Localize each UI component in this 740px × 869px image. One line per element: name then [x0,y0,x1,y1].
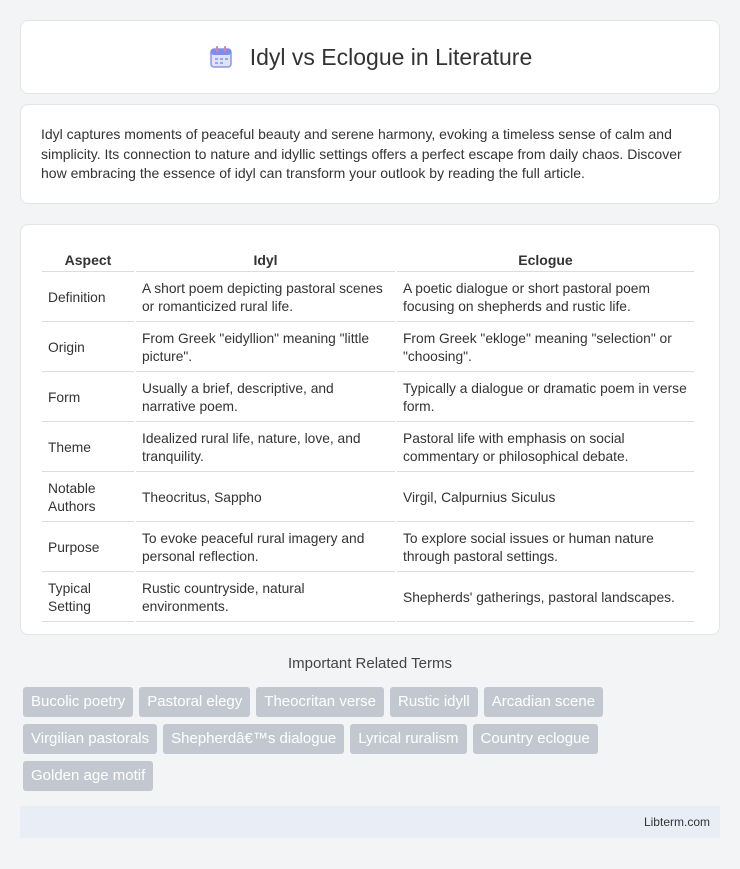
table-row [42,374,694,422]
related-term-tag[interactable]: Pastoral elegy [139,687,250,717]
aspect-cell: Purpose [42,524,134,572]
eclogue-cell: Pastoral life with emphasis on social commentary or philosophical debate. [397,424,694,472]
table-header-row [42,249,694,272]
related-term-tag[interactable]: Theocritan verse [256,687,384,717]
aspect-cell: Notable Authors [42,474,134,522]
table-row [42,574,694,622]
aspect-cell: Definition [42,274,134,322]
aspect-cell: Origin [42,324,134,372]
related-term-tag[interactable]: Golden age motif [23,761,153,791]
related-term-tag[interactable]: Virgilian pastorals [23,724,157,754]
table-row [42,524,694,572]
header-eclogue: Eclogue [397,249,694,272]
aspect-cell: Theme [42,424,134,472]
footer [20,806,720,838]
idyl-cell: From Greek "eidyllion" meaning "little picture". [136,324,395,372]
footer-site-link[interactable]: Libterm.com [643,815,710,829]
related-term-tag[interactable]: Country eclogue [473,724,598,754]
eclogue-cell: Typically a dialogue or dramatic poem in verse form. [397,374,694,422]
related-term-tag[interactable]: Bucolic poetry [23,687,133,717]
comparison-table [40,247,696,624]
table-row [42,424,694,472]
idyl-cell: Usually a brief, descriptive, and narrative poem. [136,374,395,422]
idyl-cell: To evoke peaceful rural imagery and personal reflection. [136,524,395,572]
table-row [42,474,694,522]
header-aspect: Aspect [42,249,134,272]
eclogue-cell: Virgil, Calpurnius Siculus [397,474,694,522]
idyl-cell: Theocritus, Sappho [136,474,395,522]
header-idyl: Idyl [136,249,395,272]
title-card [20,20,720,94]
related-term-tag[interactable]: Rustic idyll [390,687,478,717]
intro-text: Idyl captures moments of peaceful beauty and serene harmony, evoking a timeless sense of calm and simplicity. Its connection to nature and idyllic settings offers a perfect escape from daily chaos. Discover how embracing the essence of idyl can transform your outlook by reading the full article. [41,126,682,181]
related-terms-title: Important Related Terms [288,655,452,672]
related-term-tag[interactable]: Lyrical ruralism [350,724,466,754]
related-term-tag[interactable]: Shepherdâ€™s dialogue [163,724,344,754]
eclogue-cell: From Greek "ekloge" meaning "selection" or "choosing". [397,324,694,372]
eclogue-cell: Shepherds' gatherings, pastoral landscapes. [397,574,694,622]
related-term-tag[interactable]: Arcadian scene [484,687,603,717]
table-row [42,324,694,372]
aspect-cell: Form [42,374,134,422]
eclogue-cell: To explore social issues or human nature through pastoral settings. [397,524,694,572]
idyl-cell: Idealized rural life, nature, love, and tranquility. [136,424,395,472]
comparison-card [20,224,720,635]
idyl-cell: A short poem depicting pastoral scenes or romanticized rural life. [136,274,395,322]
idyl-cell: Rustic countryside, natural environments. [136,574,395,622]
page-title: Idyl vs Eclogue in Literature [249,43,533,70]
table-row [42,274,694,322]
aspect-cell: Typical Setting [42,574,134,622]
calendar-icon [208,44,234,70]
intro-card [20,104,720,204]
eclogue-cell: A poetic dialogue or short pastoral poem focusing on shepherds and rustic life. [397,274,694,322]
related-terms-list [23,687,723,791]
